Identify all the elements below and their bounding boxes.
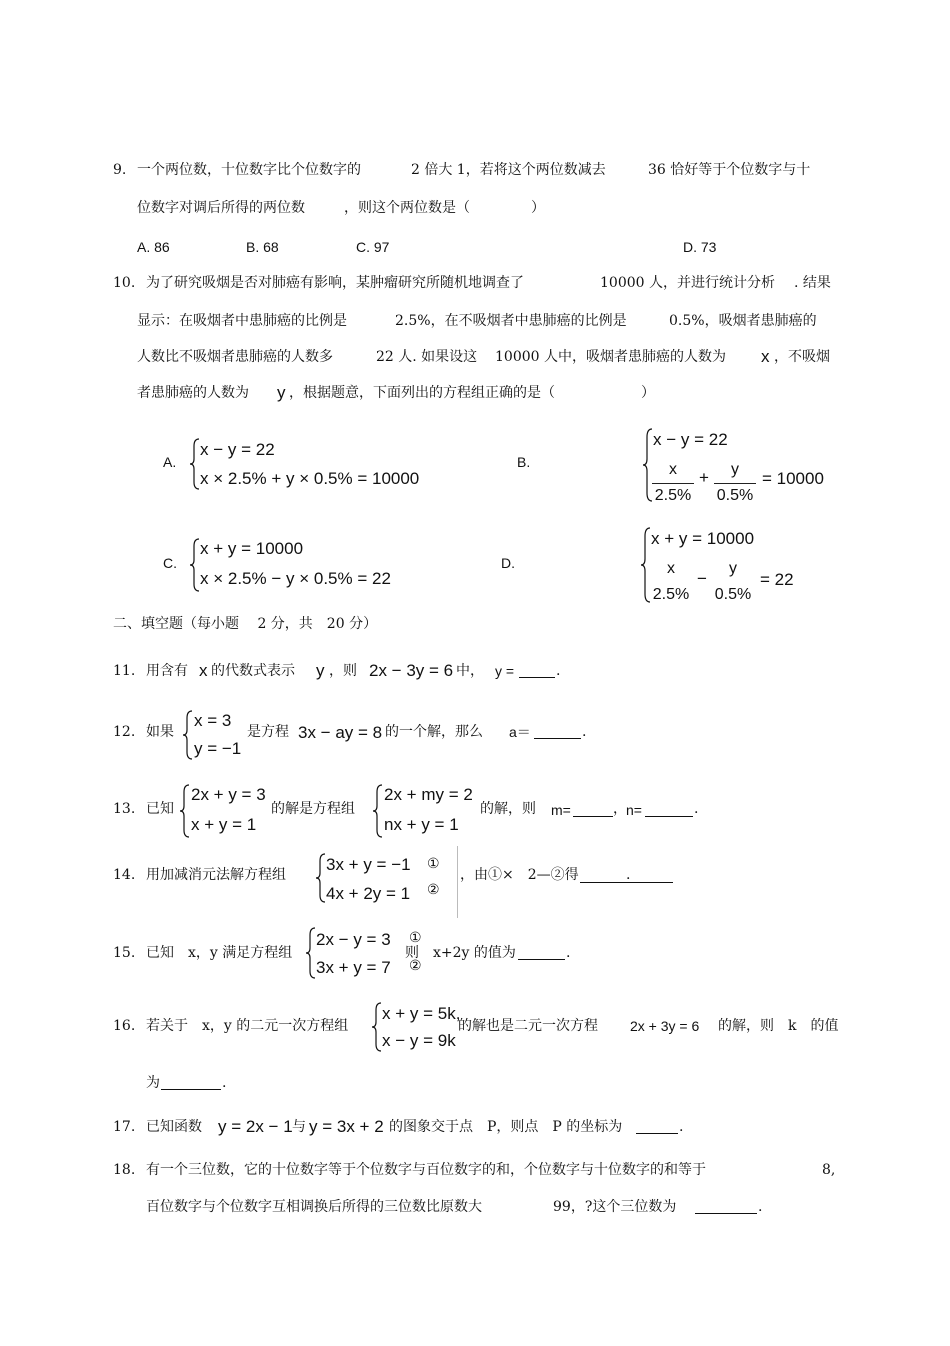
- q9-option-b[interactable]: B. 68: [246, 239, 279, 255]
- q10-option-c-eq2: x × 2.5% − y × 0.5% = 22: [200, 569, 391, 588]
- q10-option-a-label[interactable]: A.: [163, 454, 177, 470]
- q10-text: ，根据题意，下面列出的方程组正确的是（: [289, 385, 555, 401]
- operator: −: [697, 569, 707, 588]
- q10-option-d-label[interactable]: D.: [501, 555, 515, 571]
- q11-var: x: [199, 661, 208, 680]
- q9-text: 2 倍大 1，若将这个两位数减去: [411, 162, 606, 178]
- q12-text: 的一个解，那么: [385, 724, 483, 740]
- q18-text: 有一个三位数，它的十位数字等于个位数字与百位数字的和，个位数字与十位数字的和等于: [146, 1162, 706, 1178]
- q16-text: 的解，则 k 的值: [718, 1018, 839, 1034]
- q13-system-a-eq2: x + y = 1: [191, 815, 257, 834]
- q10-option-a-eq2: x × 2.5% + y × 0.5% = 10000: [200, 469, 420, 488]
- q10-text: . 结果: [794, 275, 831, 291]
- q10-option-d-rhs: = 22: [760, 570, 794, 589]
- q9-text: ，则这个两位数是（: [344, 200, 470, 216]
- brace-icon: [190, 538, 200, 592]
- q10-option-b-eq1: x − y = 22: [653, 430, 728, 449]
- period: .: [222, 1075, 227, 1091]
- q10-text: 22 人. 如果设这: [376, 349, 478, 365]
- fraction-bar: [652, 483, 694, 484]
- q16-number: 16.: [113, 1018, 136, 1034]
- fraction-bar: [714, 483, 756, 484]
- fraction-numerator: y: [731, 461, 739, 478]
- brace-icon: [190, 438, 200, 490]
- q10-number: 10.: [113, 275, 136, 291]
- q10-option-b-label[interactable]: B.: [517, 454, 531, 470]
- fraction: [650, 560, 692, 604]
- q10-text: 2.5%，在不吸烟者中患肺癌的比例是: [395, 313, 627, 329]
- answer-blank[interactable]: [519, 677, 555, 678]
- fraction: [652, 461, 694, 505]
- q10-text: 者患肺癌的人数为: [137, 385, 249, 401]
- q12-eq2: y = −1: [194, 739, 242, 758]
- q15-number: 15.: [113, 945, 136, 961]
- q16-text: 的解也是二元一次方程: [458, 1018, 598, 1034]
- q9-option-a[interactable]: A. 86: [137, 239, 170, 255]
- q13-text: 已知: [146, 801, 174, 817]
- fraction-denominator: 2.5%: [652, 586, 690, 603]
- period: .: [566, 945, 571, 961]
- q10-text: 0.5%，吸烟者患肺癌的: [669, 313, 817, 329]
- q14-eq2: 4x + 2y = 1: [326, 884, 411, 903]
- q10-text: 为了研究吸烟是否对肺癌有影响，某肿瘤研究所随机地调查了: [146, 275, 524, 291]
- period: .: [582, 724, 587, 740]
- q10-text: 10000 人中，吸烟者患肺癌的人数为: [495, 349, 726, 365]
- q18-number: 18.: [113, 1162, 136, 1178]
- brace-icon: [372, 1002, 382, 1052]
- q11-answer-label: y =: [495, 663, 515, 679]
- answer-blank[interactable]: [636, 1133, 678, 1134]
- q9-option-c[interactable]: C. 97: [356, 239, 390, 255]
- q11-text: 中，: [456, 663, 484, 679]
- answer-blank[interactable]: [534, 738, 581, 739]
- brace-icon: [373, 784, 383, 838]
- q16-text: 若关于 x，y 的二元一次方程组: [146, 1018, 349, 1034]
- q14-eq1: 3x + y = −1: [326, 855, 411, 874]
- q18-text: 8,: [822, 1162, 836, 1178]
- period: .: [626, 867, 631, 883]
- q15-eq1: 2x − y = 3: [316, 930, 391, 949]
- period: .: [679, 1119, 684, 1135]
- q15-text: 则 x+2y 的值为: [405, 945, 516, 961]
- brace-icon: [180, 784, 190, 838]
- fraction-denominator: 0.5%: [714, 586, 752, 603]
- section-heading: 二、填空题（每小题 2 分，共 20 分）: [113, 616, 378, 632]
- q13-separator: ，: [613, 801, 627, 817]
- q12-text: 是方程: [247, 724, 289, 740]
- q14-text: 用加减消元法解方程组: [146, 867, 286, 883]
- q17-text: 与: [292, 1119, 306, 1135]
- divider: [457, 846, 458, 918]
- q10-option-c-eq1: x + y = 10000: [200, 539, 304, 558]
- answer-blank[interactable]: [161, 1089, 221, 1090]
- fraction: [712, 560, 754, 604]
- period: .: [758, 1199, 763, 1215]
- q10-option-a-eq1: x − y = 22: [200, 440, 275, 459]
- q17-function-2: y = 3x + 2: [309, 1117, 384, 1136]
- circled-two-icon: ②: [409, 958, 422, 974]
- answer-blank[interactable]: [573, 816, 613, 817]
- q10-text: ）: [641, 385, 655, 401]
- q17-text: 的图象交于点 P，则点 P 的坐标为: [389, 1119, 623, 1135]
- q18-text: 99，?这个三位数为: [553, 1199, 677, 1215]
- circled-one-icon: ①: [409, 930, 422, 946]
- q13-number: 13.: [113, 801, 136, 817]
- q13-system-b-eq2: nx + y = 1: [384, 815, 459, 834]
- fraction-numerator: x: [669, 461, 677, 478]
- answer-blank[interactable]: [645, 816, 693, 817]
- fraction-numerator: x: [667, 560, 675, 577]
- q10-option-c-label[interactable]: C.: [163, 555, 177, 571]
- answer-blank[interactable]: [695, 1213, 757, 1214]
- fraction-denominator: 2.5%: [654, 487, 692, 504]
- q9-text: ）: [531, 200, 545, 216]
- q12-eq1: x = 3: [194, 711, 232, 730]
- q9-text: 一个两位数，十位数字比个位数字的: [137, 162, 361, 178]
- q10-option-b-rhs: = 10000: [762, 469, 824, 488]
- q12-number: 12.: [113, 724, 136, 740]
- period: .: [694, 801, 699, 817]
- q16-eq1: x + y = 5k,: [382, 1004, 461, 1023]
- q17-function-1: y = 2x − 1: [218, 1117, 293, 1136]
- fraction-numerator: y: [729, 560, 737, 577]
- fraction-bar: [650, 582, 692, 583]
- q11-text: 的代数式表示: [211, 663, 295, 679]
- q15-eq2: 3x + y = 7: [316, 958, 391, 977]
- q12-answer-label: a＝: [509, 724, 531, 740]
- fraction-bar: [712, 582, 754, 583]
- operator: +: [699, 468, 709, 487]
- brace-icon: [306, 927, 316, 979]
- q10-var-x: x: [761, 347, 770, 366]
- q12-equation: 3x − ay = 8: [298, 723, 383, 742]
- q11-text: 用含有: [146, 663, 188, 679]
- q13-text: 的解，则: [480, 801, 536, 817]
- q11-text: ，则: [329, 663, 357, 679]
- circled-two-icon: ②: [427, 882, 440, 898]
- q9-option-d[interactable]: D. 73: [683, 239, 717, 255]
- q13-system-a-eq1: 2x + y = 3: [191, 785, 266, 804]
- q13-answer-n-label: n=: [626, 802, 642, 818]
- q13-answer-m-label: m=: [551, 802, 571, 818]
- q10-text: 人数比不吸烟者患肺癌的人数多: [137, 349, 333, 365]
- q9-text: 36 恰好等于个位数字与十: [648, 162, 811, 178]
- q17-number: 17.: [113, 1119, 136, 1135]
- q18-text: 百位数字与个位数字互相调换后所得的三位数比原数大: [146, 1199, 482, 1215]
- fraction: [714, 461, 756, 505]
- q10-text: 显示：在吸烟者中患肺癌的比例是: [137, 313, 347, 329]
- q14-text: ，由①× 2—②得: [460, 867, 579, 883]
- q13-system-b-eq1: 2x + my = 2: [384, 785, 473, 804]
- fraction-denominator: 0.5%: [716, 487, 754, 504]
- q16-eq2: x − y = 9k: [382, 1031, 456, 1050]
- q10-option-d-eq1: x + y = 10000: [651, 529, 755, 548]
- q10-text: 10000 人，并进行统计分析: [600, 275, 775, 291]
- q12-text: 如果: [146, 724, 174, 740]
- q16-equation: 2x + 3y = 6: [630, 1018, 700, 1034]
- q9-number: 9.: [113, 162, 127, 178]
- q11-number: 11.: [113, 663, 136, 679]
- q11-var: y: [316, 661, 325, 680]
- q15-text: 已知 x，y 满足方程组: [146, 945, 293, 961]
- brace-icon: [316, 853, 326, 903]
- q10-text: ，不吸烟: [774, 349, 830, 365]
- q14-number: 14.: [113, 867, 136, 883]
- brace-icon: [183, 710, 193, 760]
- q9-text: 位数字对调后所得的两位数: [137, 200, 305, 216]
- q17-text: 已知函数: [146, 1119, 202, 1135]
- q16-text: 为: [146, 1075, 160, 1091]
- q10-var-y: y: [277, 383, 286, 402]
- q13-text: 的解是方程组: [271, 801, 355, 817]
- q11-equation: 2x − 3y = 6: [369, 661, 454, 680]
- period: .: [556, 663, 561, 679]
- answer-blank[interactable]: [518, 959, 565, 960]
- circled-one-icon: ①: [427, 856, 440, 872]
